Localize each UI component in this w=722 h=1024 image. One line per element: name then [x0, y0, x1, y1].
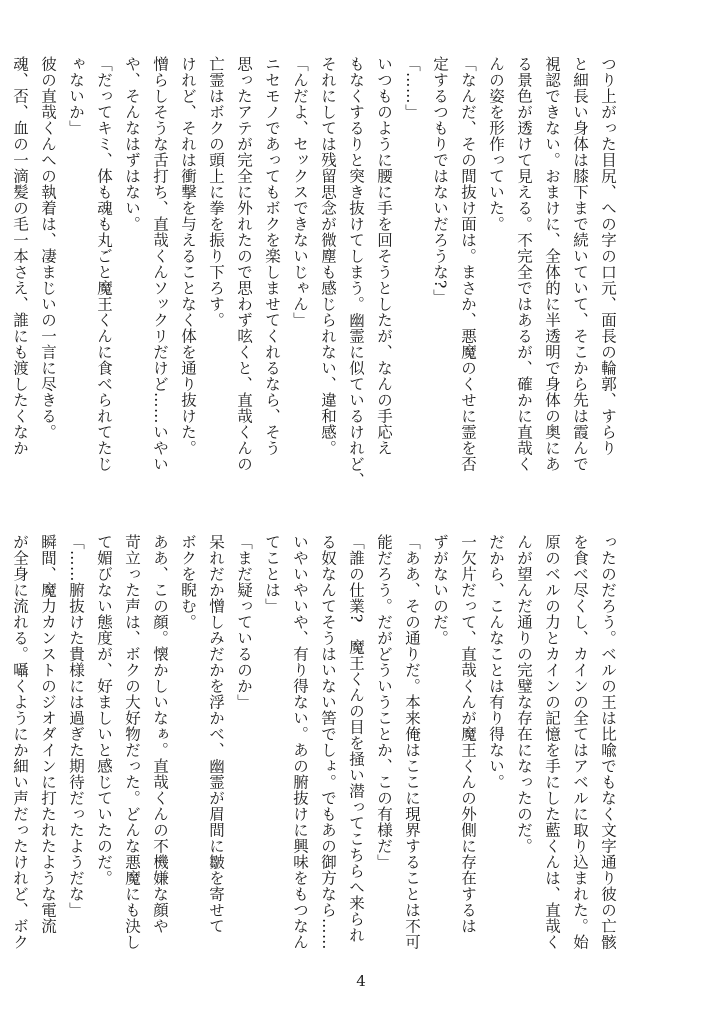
text-line: て媚びない態度が、好ましいと感じていたのだ。 [95, 534, 113, 886]
text-line: 「んだよ、セックスできないじゃん」 [291, 56, 309, 328]
text-line: を食べ尽くし、カインの全てはアベルに取り込まれた。始 [571, 534, 589, 950]
text-line: 視認できない。おまけに、全体的に半透明で身体の奥にあ [543, 56, 561, 472]
text-line: んが望んだ通りの完璧な存在になったのだ。 [515, 534, 533, 854]
text-line: ボクを睨む。 [179, 534, 197, 630]
page-number: 4 [356, 972, 366, 990]
text-line: 原のベルの力とカインの記憶を手にした藍くんは、直哉く [543, 534, 561, 950]
text-line: 「なんだ、その間抜け面は。まさか、悪魔のくせに霊を否 [459, 56, 477, 472]
text-line: ゃないか」 [67, 56, 85, 136]
text-line: んの姿を形作っていた。 [487, 56, 505, 232]
text-line: 「誰の仕業? 魔王くんの目を掻い潜ってこちらへ来られ [347, 534, 365, 943]
text-line: ニセモノであってもボクを楽しませてくれるなら、そう [263, 56, 281, 456]
text-line: それにしては残留思念が微塵も感じられない、違和感。 [319, 56, 337, 456]
text-line: 「まだ疑っているのか」 [235, 534, 253, 710]
text-line: 魂、否、血の一滴髪の毛一本さえ、誰にも渡したくなか [11, 56, 29, 456]
lower-text-block [11, 534, 622, 974]
text-line: 「ああ、その通りだ。本来俺はここに現界することは不可 [403, 534, 421, 950]
text-line: 一欠片だって、直哉くんが魔王くんの外側に存在するは [459, 534, 477, 934]
text-line: つり上がった目尻、への字の口元、面長の輪郭、すらり [599, 56, 617, 456]
text-line: ずがないのだ。 [431, 534, 449, 646]
text-line: る奴なんてそうはいない筈でしょ。でもあの御方なら…… [319, 534, 337, 950]
text-line: 瞬間、魔力カンストのジオダインに打たれたような電流 [39, 534, 57, 934]
text-line: 苛立った声は、ボクの大好物だった。どんな悪魔にも決し [123, 534, 141, 950]
text-line: だから、こんなことは有り得ない。 [487, 534, 505, 790]
text-line: が全身に流れる。囁くようにか細い声だったけれど、ボク [11, 534, 29, 950]
text-line: る景色が透けて見える。不完全ではあるが、確かに直哉く [515, 56, 533, 472]
text-line: いつものように腰に手を回そうとしたが、なんの手応え [375, 56, 393, 456]
text-line: 定するつもりではないだろうな?」 [431, 56, 449, 305]
text-line: 亡霊はボクの頭上に拳を振り下ろす。 [207, 56, 225, 328]
text-line: けれど、それは衝撃を与えることなく体を通り抜けた。 [179, 56, 197, 456]
text-line: 「だってキミ、体も魂も丸ごと魔王くんに食べられてたじ [95, 56, 113, 472]
text-line: てことは」 [263, 534, 281, 614]
text-line: 憎らしそうな舌打ち、直哉くんソックリだけど……いやい [151, 56, 169, 472]
text-line: や、そんなはずはない。 [123, 56, 141, 232]
text-line: ったのだろう。ベルの王は比喩でもなく文字通り彼の亡骸 [599, 534, 617, 950]
text-line: いやいやいや、有り得ない。あの腑抜けに興味をもつなん [291, 534, 309, 950]
text-line: 彼の直哉くんへの執着は、凄まじいの一言に尽きる。 [39, 56, 57, 440]
text-line: と細長い身体は膝下まで続いていて、そこから先は霞んで [571, 56, 589, 472]
text-line: 「……腑抜けた貴様には過ぎた期待だったようだな」 [67, 534, 85, 918]
upper-text-block [11, 56, 622, 496]
text-line: 思ったアテが完全に外れたので思わず呟くと、直哉くんの [235, 56, 253, 472]
text-line: 呆れだか憎しみだかを浮かべ、幽霊が眉間に皺を寄せて [207, 534, 225, 934]
text-line: 能だろう。だがどういうことか、この有様だ」 [375, 534, 393, 870]
text-line: 「……」 [403, 56, 421, 120]
text-line: もなくするりと突き抜けてしまう。幽霊に似ているけれど、 [347, 56, 365, 488]
text-line: ああ、この顔。懐かしいなぁ。直哉くんの不機嫌な顔や [151, 534, 169, 934]
